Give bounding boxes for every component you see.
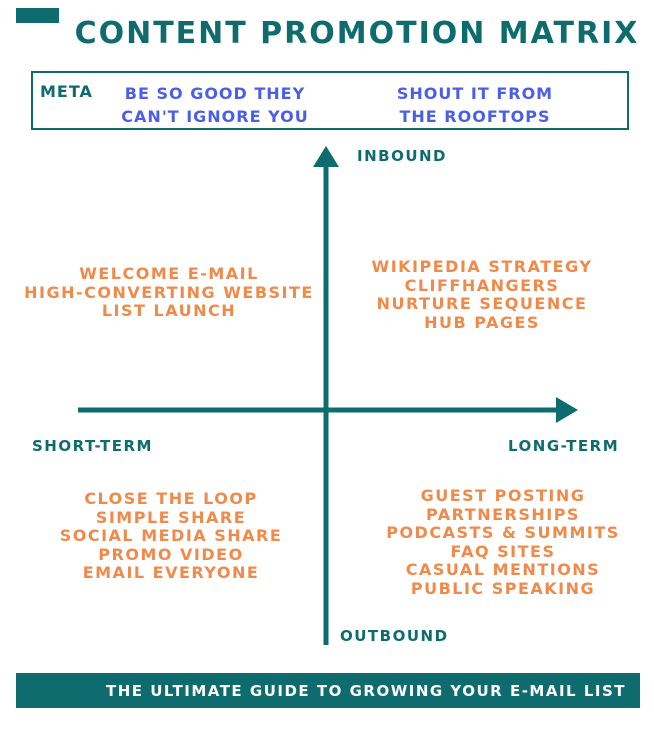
list-item: PUBLIC SPEAKING: [410, 578, 596, 598]
meta-right-line: THE ROOFTOPS: [399, 107, 551, 126]
list-item: FAQ SITES: [450, 541, 556, 561]
quadrant-top-left: [10, 265, 328, 321]
list-item: CASUAL MENTIONS: [405, 560, 601, 579]
meta-left-line: CAN'T IGNORE YOU: [121, 107, 309, 126]
list-item: GUEST POSTING: [420, 486, 586, 505]
list-item: SOCIAL MEDIA SHARE: [59, 526, 283, 545]
axis-label-top: INBOUND: [357, 147, 448, 165]
up-arrow-icon: [313, 146, 339, 167]
footer-text: THE ULTIMATE GUIDE TO GROWING YOUR E-MAIL LIST: [106, 682, 626, 700]
list-item: WIKIPEDIA STRATEGY: [371, 257, 593, 276]
meta-left-line: BE SO GOOD THEY: [124, 84, 306, 103]
list-item: SIMPLE SHARE: [95, 507, 247, 527]
list-item: EMAIL EVERYONE: [82, 563, 260, 582]
list-item: CLOSE THE LOOP: [84, 489, 258, 508]
axis-label-right: LONG-TERM: [508, 437, 620, 455]
list-item: WELCOME E-MAIL: [79, 264, 259, 283]
quadrant-bottom-right: [372, 487, 634, 598]
meta-label: META: [40, 82, 93, 101]
axis-label-bottom: OUTBOUND: [340, 627, 449, 645]
list-item: CLIFFHANGERS: [404, 275, 560, 295]
list-item: NURTURE SEQUENCE: [376, 294, 588, 313]
quadrant-top-right: [352, 258, 612, 332]
meta-right-line: SHOUT IT FROM: [396, 84, 554, 103]
list-item: PROMO VIDEO: [98, 544, 244, 564]
list-item: LIST LAUNCH: [101, 301, 237, 320]
list-item: HUB PAGES: [424, 312, 540, 332]
page-title: CONTENT PROMOTION MATRIX: [74, 16, 640, 51]
list-item: HIGH-CONVERTING WEBSITE: [24, 282, 314, 302]
right-arrow-icon: [556, 397, 578, 423]
list-item: PARTNERSHIPS: [426, 504, 580, 524]
axis-label-left: SHORT-TERM: [32, 437, 153, 455]
list-item: PODCASTS & SUMMITS: [386, 523, 620, 542]
quadrant-bottom-left: [40, 490, 302, 583]
